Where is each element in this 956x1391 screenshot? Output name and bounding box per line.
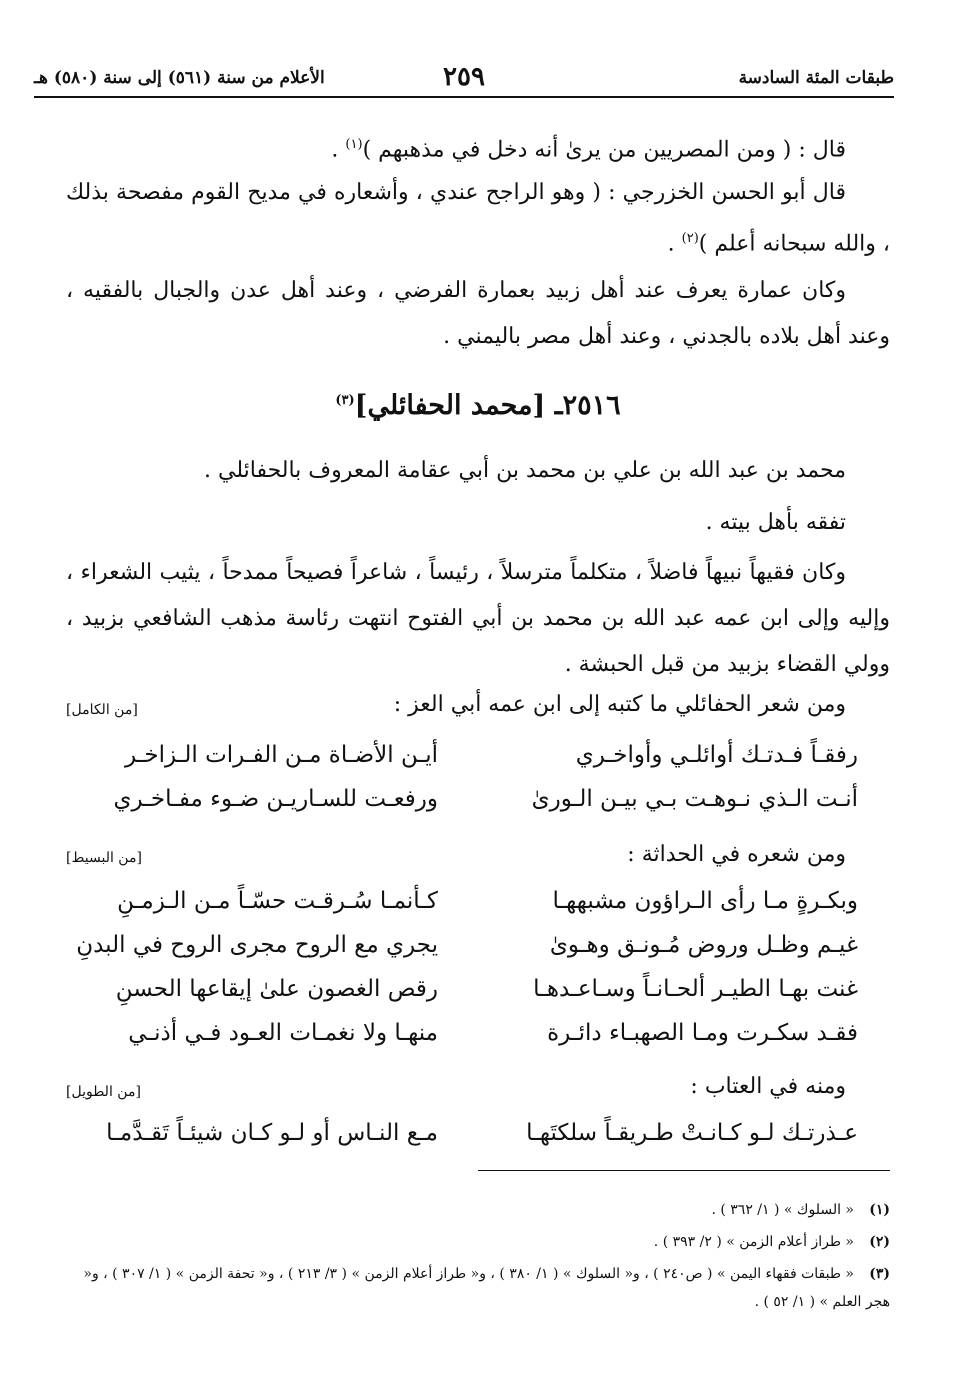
header-period-title: الأعلام من سنة (٥٦١) إلى سنة (٥٨٠) هـ <box>34 68 325 88</box>
footnote-1: (١)« السلوك » ( ١/ ٣٦٢ ) . <box>711 1202 890 1218</box>
entry-biography: وكان فقيهاً نبيهاً فاضلاً ، متكلماً مترسلاً ، رئيساً ، شاعراً فصيحاً ممدحاً ، يثيب الشعراء ، وإليه وإلى ابن عمه عبد الله بن محمد بن أبي الفتوح انتهت رئاسة مذهب الشافعي بزبيد ، وولي القضاء بزبيد من قبل الحبشة . <box>66 560 890 677</box>
verse-first-hemistich: غنت بهـا الطيـر ألحـانـاً وسـاعـدهـا <box>533 976 858 1002</box>
entry-study: تفقه بأهل بيته . <box>705 510 846 535</box>
footnote-ref-1[interactable]: (١) <box>345 137 363 152</box>
footnote-2: (٢)« طراز أعلام الزمن » ( ٢/ ٣٩٣ ) . <box>653 1234 890 1250</box>
paragraph-umara-names: وكان عمارة يعرف عند أهل زبيد بعمارة الفرضي ، وعند أهل عدن والجبال بالفقيه ، وعند أهل بلاده بالجدني ، وعند أهل مصر باليمني . <box>66 278 890 349</box>
verse-second-hemistich: أيـن الأضـاة مـن الفـرات الـزاخـر <box>124 742 438 768</box>
verse-second-hemistich: ورفعـت للسـاريـن ضـوء مفـاخـري <box>113 786 438 812</box>
footnote-3: (٣)« طبقات فقهاء اليمن » ( ص٢٤٠ ) ، و« السلوك » ( ١/ ٣٨٠ ) ، و« طراز أعلام الزمن » ( ٣/ ٢١٣ ) ، و« تحفة الزمن » ( ١/ ٣٠٧ ) ، و« هجر العلم » ( ١/ ٥٢ ) . <box>83 1266 890 1310</box>
poem-meter: [من البسيط] <box>66 850 142 866</box>
entry-full-name: محمد بن عبد الله بن علي بن محمد بن أبي عقامة المعروف بالحفائلي . <box>204 458 846 483</box>
header-section-title: طبقات المئة السادسة <box>738 68 894 88</box>
footnote-ref-2[interactable]: (٢) <box>681 231 699 246</box>
verse-first-hemistich: غيـم وظـل وروض مُـونـق وهـوىٰ <box>549 932 858 958</box>
poem-intro: ومن شعر الحفائلي ما كتبه إلى ابن عمه أبي العز : <box>393 692 846 717</box>
verse-second-hemistich: كـأنمـا سُـرقـت حسّـاً مـن الـزمـنِ <box>117 888 438 914</box>
footnote-ref-3[interactable]: (٣) <box>335 393 355 408</box>
verse-second-hemistich: منهـا ولا نغمـات العـود فـي أذنـي <box>128 1020 438 1046</box>
poem-intro: ومنه في العتاب : <box>690 1074 846 1099</box>
entry-heading: ٢٥١٦ـ [محمد الحفائلي]$^{(٣)}$ <box>335 390 621 421</box>
paragraph-khazraji-quote: قال أبو الحسن الخزرجي : ( وهو الراجح عندي ، وأشعاره في مديح القوم مفصحة بذلك ، والله سبحانه أعلم )$^{(٢)}$ . <box>66 180 890 257</box>
verse-first-hemistich: عـذرتـك لـو كـانـتْ طـريقـاً سلكتَهـا <box>526 1120 858 1146</box>
verse-first-hemistich: أنـت الـذي نـوهـت بـي بيـن الـورىٰ <box>531 786 858 812</box>
verse-first-hemistich: وبكـرةٍ مـا رأى الـراؤون مشبههـا <box>552 888 858 914</box>
verse-second-hemistich: رقص الغصون علىٰ إيقاعها الحسنِ <box>115 976 438 1002</box>
poem-meter: [من الكامل] <box>66 702 138 718</box>
poem-intro: ومن شعره في الحداثة : <box>627 842 846 867</box>
page-number: ٢٥٩ <box>443 62 485 92</box>
verse-first-hemistich: رفقـاً فـدتـك أوائلـي وأواخـري <box>575 742 858 768</box>
verse-second-hemistich: يجري مع الروح مجرى الروح في البدنِ <box>76 932 438 958</box>
footnote-divider <box>478 1170 890 1171</box>
verse-first-hemistich: فقـد سكـرت ومـا الصهبـاء دائـرة <box>547 1020 858 1046</box>
poem-meter: [من الطويل] <box>66 1084 141 1100</box>
running-header <box>34 62 894 98</box>
verse-second-hemistich: مـع النـاس أو لـو كـان شيئـاً تَقـدَّمـا <box>106 1120 438 1146</box>
paragraph-quote-egyptians: قال : ( ومن المصريين من يرىٰ أنه دخل في مذهبهم )$^{(١)}$ . <box>331 137 846 163</box>
